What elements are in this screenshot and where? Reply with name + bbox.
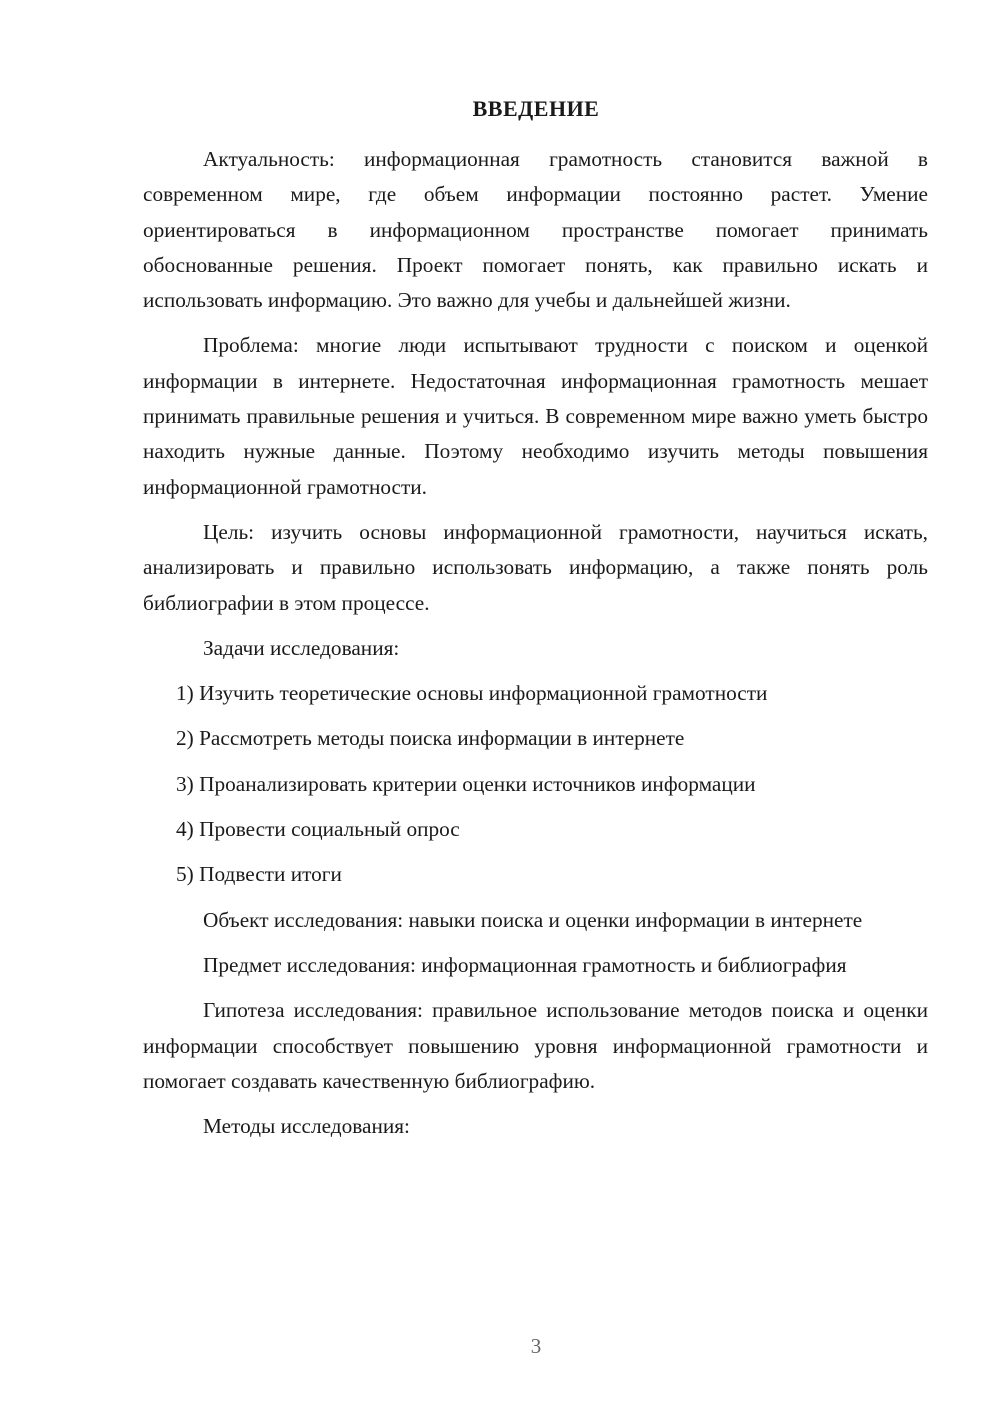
problem-paragraph: Проблема: многие люди испытывают трудности с поиском и оценкой информации в интернете. Недостаточная информационная грамотность мешает принимать правильные решения и учиться. В современном мире важно уметь быстро находить нужные данные. Поэтому необходимо изучить методы повышения информационной грамотности.: [143, 333, 928, 499]
page-title: ВВЕДЕНИЕ: [472, 96, 600, 121]
task-item: 5) Подвести итоги: [176, 862, 342, 887]
relevance-paragraph: Актуальность: информационная грамотность становится важной в современном мире, где объем информации постоянно растет. Умение ориентироваться в информационном пространстве помогает принимать обоснованные решения. Проект помогает понять, как правильно искать и использовать информацию. Это важно для учебы и дальнейшей жизни.: [143, 147, 928, 313]
goal-paragraph: Цель: изучить основы информационной грамотности, научиться искать, анализировать и правильно использовать информацию, а также понять роль библиографии в этом процессе.: [143, 519, 928, 615]
document-body: [143, 142, 928, 1154]
methods-heading: Методы исследования:: [203, 1114, 410, 1139]
subject-paragraph: Предмет исследования: информационная грамотность и библиография: [203, 952, 847, 977]
object-paragraph: Объект исследования: навыки поиска и оценки информации в интернете: [203, 907, 863, 932]
page-number: 3: [530, 1334, 542, 1358]
task-item: 1) Изучить теоретические основы информационной грамотности: [176, 681, 768, 706]
task-item: 4) Провести социальный опрос: [176, 817, 460, 842]
task-item: 2) Рассмотреть методы поиска информации в интернете: [176, 726, 685, 751]
hypothesis-paragraph: Гипотеза исследования: правильное использование методов поиска и оценки информации способствует повышению уровня информационной грамотности и помогает создавать качественную библиографию.: [143, 998, 928, 1093]
task-item: 3) Проанализировать критерии оценки источников информации: [176, 771, 756, 796]
tasks-heading: Задачи исследования:: [203, 635, 400, 660]
tasks-list: [143, 676, 928, 892]
